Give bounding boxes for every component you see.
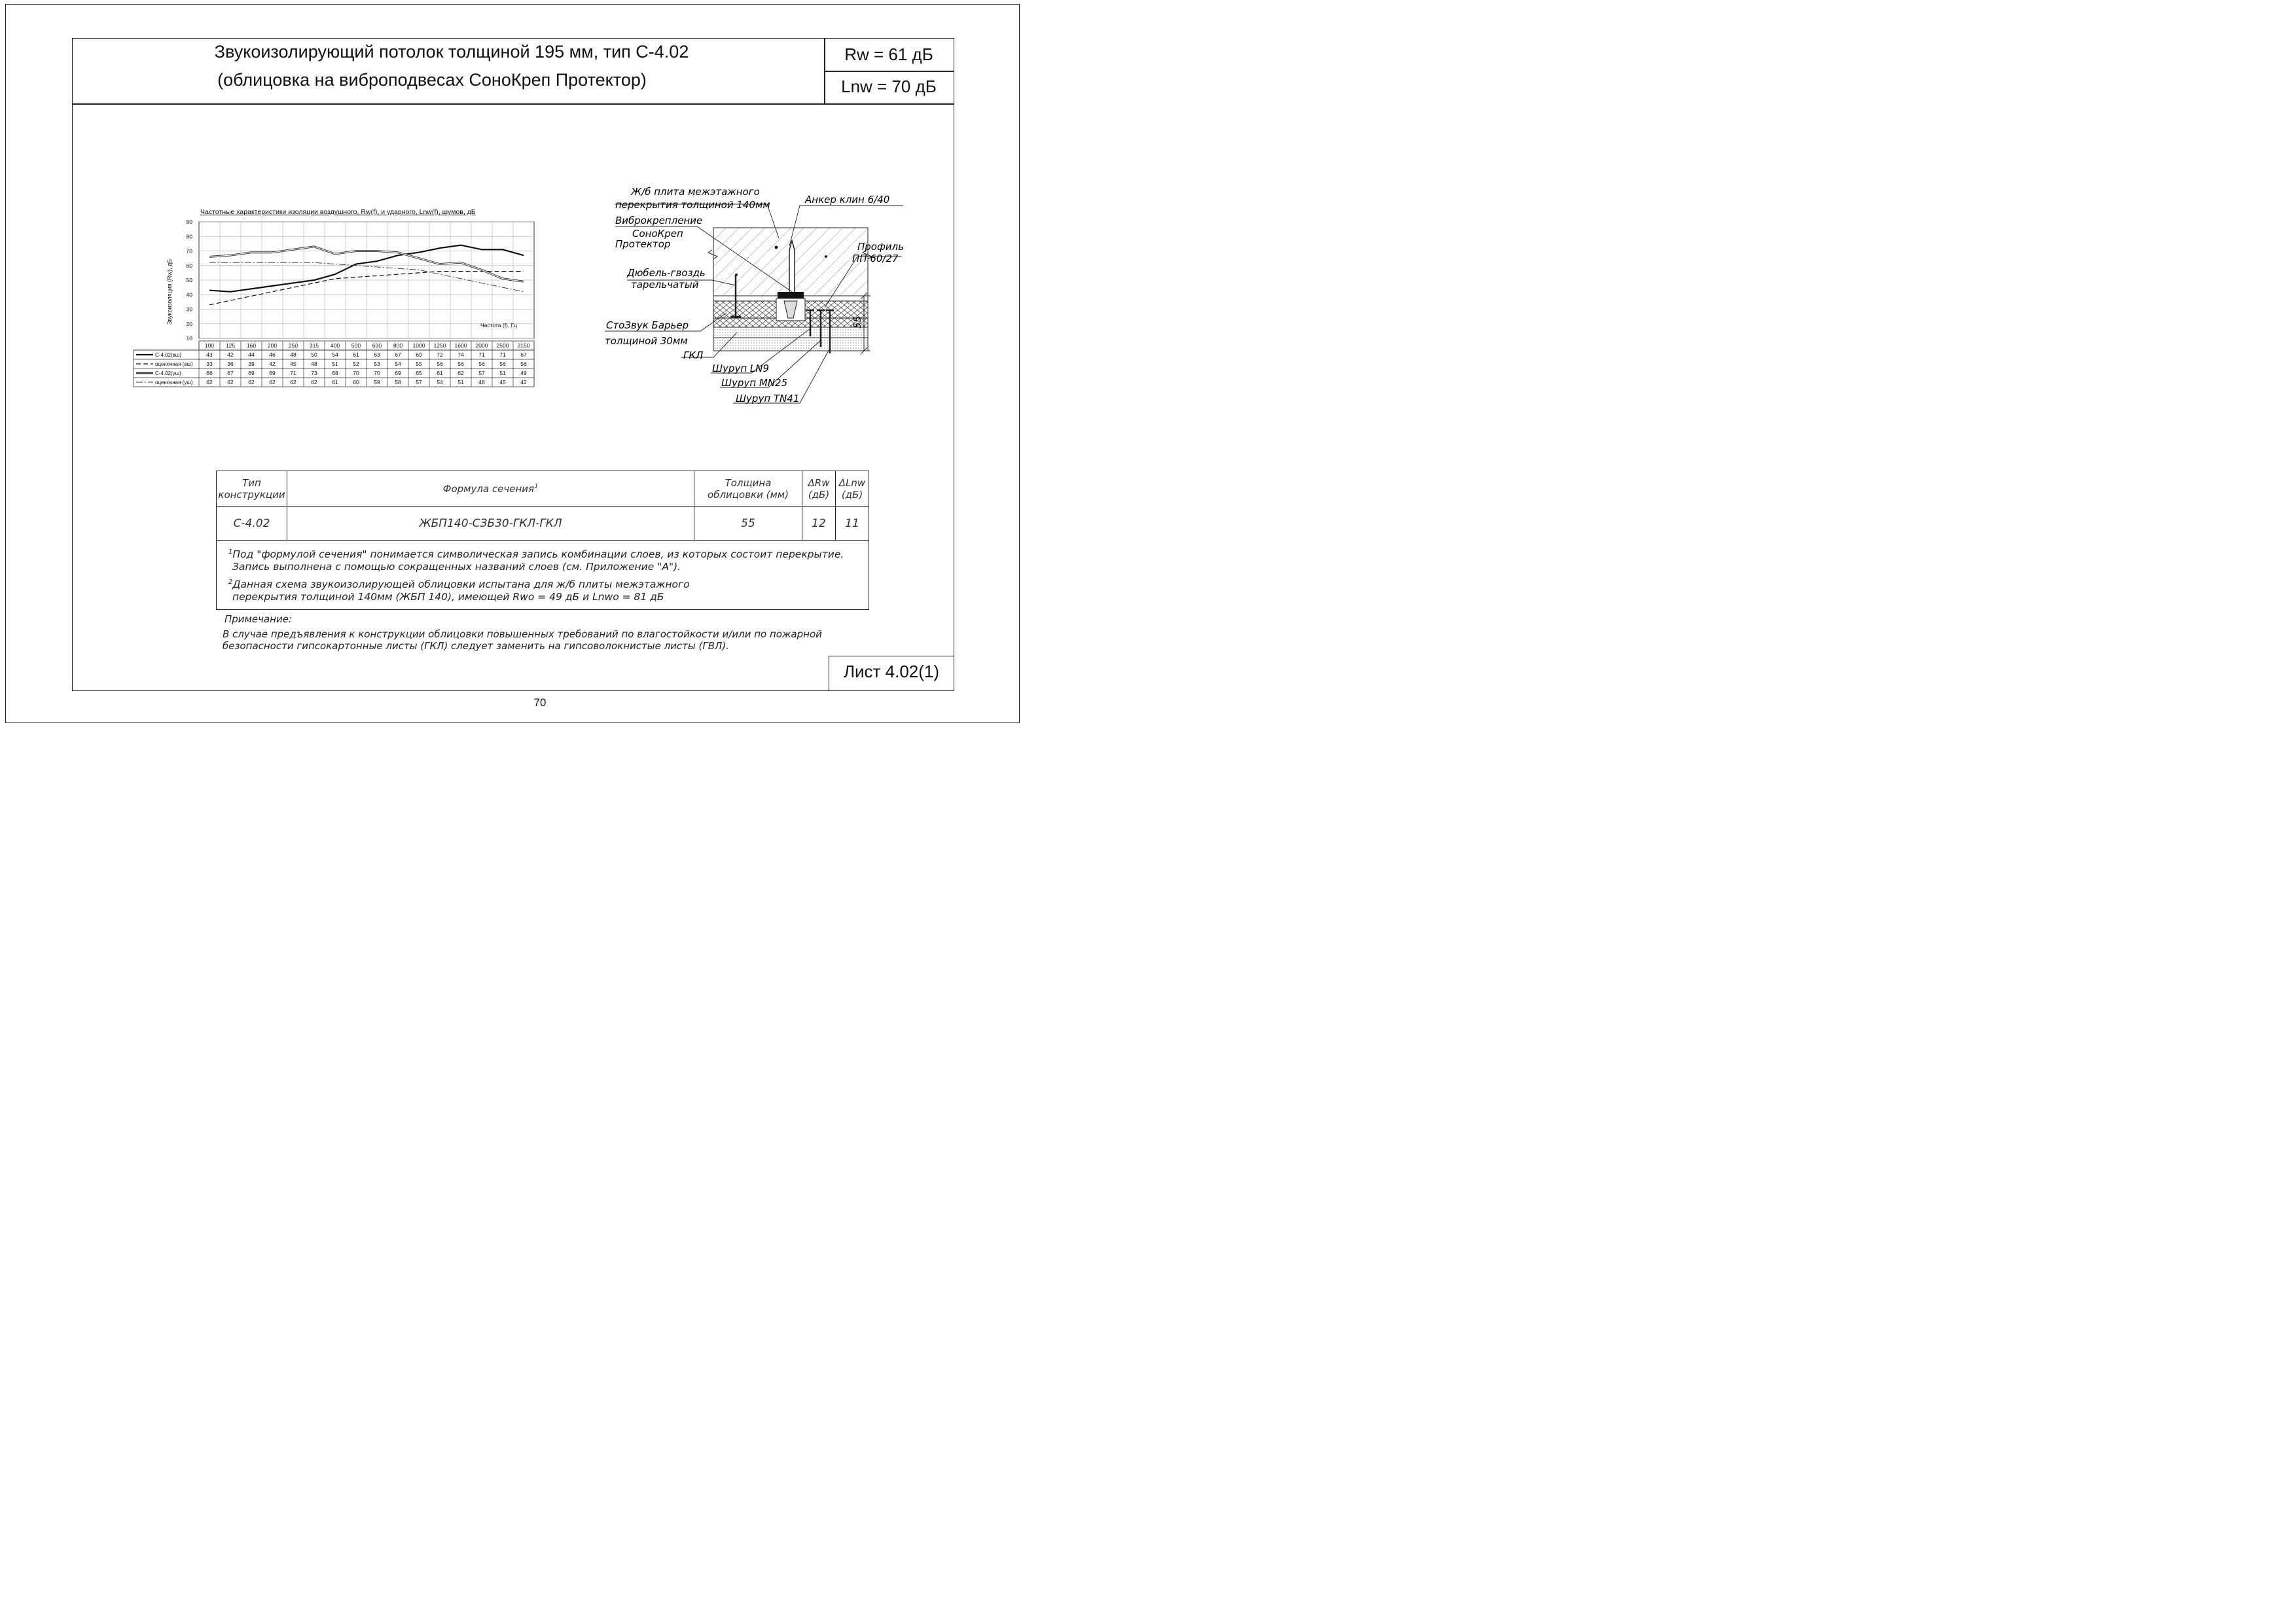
data-value: 71 xyxy=(478,351,485,358)
slab-label-2: перекрытия толщиной 140мм xyxy=(615,199,770,211)
data-value: 51 xyxy=(457,379,464,385)
data-value: 60 xyxy=(353,379,359,385)
legend-label: С-4.02(вш) xyxy=(155,352,182,358)
xtick-label: 500 xyxy=(351,342,361,349)
data-value: 53 xyxy=(374,361,380,367)
data-value: 56 xyxy=(478,361,485,367)
data-value: 56 xyxy=(499,361,506,367)
data-value: 49 xyxy=(520,370,527,376)
anchor-bolt xyxy=(789,241,795,292)
page-title-line1: Звукоизолирующий потолок толщиной 195 мм, тип С-4.02 xyxy=(214,42,689,62)
vibro-label-2: СоноКреп xyxy=(632,228,683,240)
header-dlnw-line2: (дБ) xyxy=(841,488,863,501)
header-divider xyxy=(72,103,954,105)
data-value: 62 xyxy=(206,379,213,385)
footnote1-line1: Под "формулой сечения" понимается символическая запись комбинации слоев, из которых состоит перекрытие. xyxy=(232,548,844,561)
chart-title: Частотные характеристики изоляции воздушного, Rw(f), и ударного, Lnw(f), шумов, дБ xyxy=(200,208,476,216)
profile-label-1: Профиль xyxy=(857,241,904,253)
screw-mn25-label: Шуруп MN25 xyxy=(721,377,788,389)
anchor-label: Анкер клин 6/40 xyxy=(805,194,890,205)
data-value: 51 xyxy=(499,370,506,376)
header-type xyxy=(217,471,287,507)
header-type-line1: Тип xyxy=(242,476,261,489)
data-value: 45 xyxy=(499,379,506,385)
data-value: 70 xyxy=(353,370,359,376)
ytick-label: 70 xyxy=(186,247,192,255)
slab-label-1: Ж/б плита межэтажного xyxy=(631,186,760,198)
data-value: 57 xyxy=(416,379,422,385)
cell-type: С-4.02 xyxy=(217,507,287,541)
remark-label: Примечание: xyxy=(224,613,292,625)
data-value: 66 xyxy=(206,370,213,376)
data-value: 50 xyxy=(311,351,317,358)
data-value: 57 xyxy=(478,370,485,376)
data-value: 62 xyxy=(269,379,276,385)
data-value: 48 xyxy=(290,351,296,358)
xtick-label: 2000 xyxy=(475,342,488,349)
gkl-layer-2 xyxy=(713,338,868,351)
ytick-label: 30 xyxy=(186,306,192,313)
footnote2-line1: Данная схема звукоизолирующей облицовки испытана для ж/б плиты межэтажного xyxy=(232,579,690,591)
data-value: 61 xyxy=(332,379,338,385)
data-value: 42 xyxy=(227,351,234,358)
xtick-label: 315 xyxy=(309,342,319,349)
data-value: 62 xyxy=(457,370,464,376)
data-value: 63 xyxy=(374,351,380,358)
data-value: 43 xyxy=(206,351,213,358)
data-value: 68 xyxy=(332,370,338,376)
data-value: 54 xyxy=(437,379,443,385)
xtick-label: 125 xyxy=(225,342,236,349)
ytick-label: 40 xyxy=(186,291,192,298)
data-value: 74 xyxy=(457,351,464,358)
vibro-label-3: Протектор xyxy=(615,238,671,250)
legend-label: С-4.02(уш) xyxy=(155,370,181,376)
data-value: 56 xyxy=(457,361,464,367)
ytick-label: 10 xyxy=(186,335,192,342)
data-value: 56 xyxy=(437,361,443,367)
remark-line1: В случае предъявления к конструкции облицовки повышенных требований по влагостойкости и/или по пожарной xyxy=(223,628,822,640)
screw-ln9-label: Шуруп LN9 xyxy=(712,363,770,374)
sheet-label: Лист 4.02(1) xyxy=(843,662,940,681)
data-value: 69 xyxy=(248,370,255,376)
data-value: 62 xyxy=(311,379,317,385)
dimension-value: 55 xyxy=(852,315,863,329)
cell-drw: 12 xyxy=(802,507,836,541)
data-value: 36 xyxy=(227,361,234,367)
header-drw xyxy=(802,471,836,507)
data-value: 46 xyxy=(269,351,276,358)
data-value: 71 xyxy=(290,370,296,376)
dowel-label-2: тарельчатый xyxy=(631,279,699,291)
profile-label-2: ПП 60/27 xyxy=(852,253,899,264)
cell-formula: ЖБП140-СЗБ30-ГКЛ-ГКЛ xyxy=(287,507,694,541)
data-value: 42 xyxy=(520,379,527,385)
cell-thickness: 55 xyxy=(694,507,802,541)
data-value: 73 xyxy=(311,370,317,376)
data-value: 48 xyxy=(478,379,485,385)
data-value: 62 xyxy=(248,379,255,385)
data-value: 67 xyxy=(520,351,527,358)
ytick-label: 60 xyxy=(186,262,192,269)
data-value: 69 xyxy=(395,370,401,376)
screw-tn41-label: Шуруп TN41 xyxy=(736,393,800,404)
section-diagram xyxy=(596,177,910,412)
xtick-label: 1000 xyxy=(412,342,425,349)
xtick-label: 2500 xyxy=(496,342,509,349)
data-value: 58 xyxy=(395,379,401,385)
ytick-label: 80 xyxy=(186,233,192,240)
footnote2-line2: перекрытия толщиной 140мм (ЖБП 140), имеющей Rwо = 49 дБ и Lnwо = 81 дБ xyxy=(232,591,664,603)
footnote1-line2: Запись выполнена с помощью сокращенных названий слоев (см. Приложение "А"). xyxy=(232,561,681,573)
xtick-label: 400 xyxy=(330,342,340,349)
data-value: 61 xyxy=(353,351,359,358)
data-value: 44 xyxy=(248,351,255,358)
footnote2-sup: 2 xyxy=(228,579,233,586)
vibro-mount xyxy=(778,292,804,298)
header-thickness-line2: облицовки (мм) xyxy=(708,488,789,501)
data-value: 52 xyxy=(353,361,359,367)
chart-grid xyxy=(199,222,534,338)
ytick-label: 20 xyxy=(186,320,192,327)
data-value: 71 xyxy=(499,351,506,358)
chart-yticks xyxy=(187,219,193,342)
header-thickness xyxy=(694,471,802,507)
dowel-label-1: Дюбель-гвоздь xyxy=(627,267,706,279)
legend-label: оценочная (уш) xyxy=(155,380,193,385)
page-number: 70 xyxy=(533,696,547,709)
xtick-label: 160 xyxy=(246,342,257,349)
header-type-line2: конструкции xyxy=(218,488,285,501)
data-value: 54 xyxy=(395,361,401,367)
data-value: 51 xyxy=(332,361,338,367)
header-dlnw-line1: ΔLnw xyxy=(838,476,866,489)
ytick-label: 50 xyxy=(186,277,192,283)
barrier-label-1: СтоЗвук Барьер xyxy=(606,319,689,331)
frequency-chart xyxy=(131,203,540,394)
xtick-label: 1250 xyxy=(433,342,446,349)
data-value: 65 xyxy=(416,370,422,376)
data-value: 45 xyxy=(290,361,296,367)
footnotes-cell xyxy=(217,541,869,610)
legend-label: оценочная (вш) xyxy=(155,361,193,367)
data-value: 59 xyxy=(374,379,380,385)
data-value: 39 xyxy=(248,361,255,367)
header-formula-sup: 1 xyxy=(534,482,539,490)
data-value: 33 xyxy=(206,361,213,367)
data-value: 62 xyxy=(290,379,296,385)
remark-line2: безопасности гипсокартонные листы (ГКЛ) следует заменить на гипсоволокнистые листы (ГВЛ). xyxy=(223,640,729,652)
xtick-label: 800 xyxy=(393,342,403,349)
xtick-label: 630 xyxy=(372,342,382,349)
data-value: 72 xyxy=(437,351,443,358)
data-value: 48 xyxy=(311,361,317,367)
chart-ylabel: Звукоизоляция (Rw), дБ xyxy=(166,259,173,325)
header-drw-line1: ΔRw xyxy=(808,476,830,489)
xtick-label: 1600 xyxy=(454,342,467,349)
xtick-label: 100 xyxy=(204,342,215,349)
spec-table xyxy=(216,471,869,610)
barrier-label-2: толщиной 30мм xyxy=(605,335,688,347)
footnote1-sup: 1 xyxy=(228,548,233,556)
header-drw-line2: (дБ) xyxy=(808,488,830,501)
lnw-value: Lnw = 70 дБ xyxy=(841,77,937,96)
data-value: 70 xyxy=(374,370,380,376)
data-value: 42 xyxy=(269,361,276,367)
vibro-label-1: Виброкрепление xyxy=(615,215,703,226)
header-formula-text: Формула сечения xyxy=(442,482,535,495)
data-value: 62 xyxy=(227,379,234,385)
data-value: 56 xyxy=(520,361,527,367)
header-dlnw xyxy=(836,471,869,507)
header-formula xyxy=(287,471,694,507)
chart-data-table xyxy=(134,341,534,387)
cell-dlnw: 11 xyxy=(836,507,869,541)
xtick-label: 3150 xyxy=(517,342,530,349)
data-value: 69 xyxy=(416,351,422,358)
gkl-label: ГКЛ xyxy=(683,349,704,361)
rw-value: Rw = 61 дБ xyxy=(844,45,933,64)
xtick-label: 200 xyxy=(267,342,278,349)
chart-xlabel: Частота (f), Гц xyxy=(480,322,518,329)
header-thickness-line1: Толщина xyxy=(725,476,772,489)
data-value: 61 xyxy=(437,370,443,376)
metrics-split xyxy=(825,71,954,72)
page-title-line2: (облицовка на виброподвесах СоноКреп Протектор) xyxy=(217,70,647,90)
xtick-label: 250 xyxy=(288,342,298,349)
data-value: 55 xyxy=(416,361,422,367)
data-value: 54 xyxy=(332,351,338,358)
ytick-label: 90 xyxy=(186,219,192,225)
data-value: 67 xyxy=(395,351,401,358)
data-value: 67 xyxy=(227,370,234,376)
data-value: 69 xyxy=(269,370,276,376)
